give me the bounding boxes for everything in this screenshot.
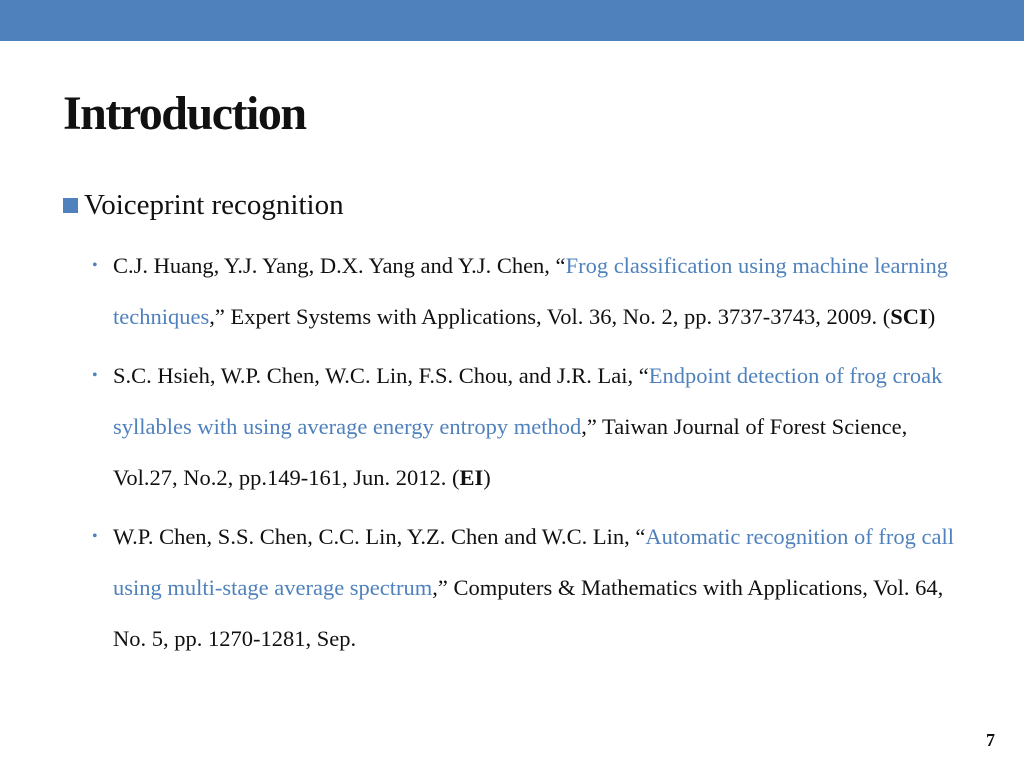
- reference-item-2: [92, 350, 972, 503]
- reference-title-link: Automatic recognition of frog call using multi-stage average spectrum: [113, 524, 954, 600]
- reference-item-3: [92, 511, 972, 664]
- reference-list: [92, 240, 972, 672]
- index-badge: SCI: [890, 304, 928, 329]
- bullet-label: Voiceprint recognition: [84, 189, 344, 221]
- reference-venue: ,” Expert Systems with Applications, Vol. 36, No. 2, pp. 3737-3743, 2009. (: [209, 304, 891, 329]
- bullet-dot-icon: •: [92, 257, 98, 274]
- reference-close: ): [483, 465, 491, 490]
- reference-close: ): [927, 304, 936, 329]
- reference-title-link: Frog classification using machine learning techniques: [113, 253, 948, 329]
- header-bar: [0, 0, 1024, 41]
- reference-item-1: [92, 240, 972, 342]
- reference-authors: W.P. Chen, S.S. Chen, C.C. Lin, Y.Z. Chen and W.C. Lin, “: [113, 524, 646, 549]
- bullet-dot-icon: •: [92, 528, 98, 545]
- page-number: 7: [986, 730, 995, 750]
- slide-title: Introduction: [63, 87, 306, 140]
- reference-venue: ,” Taiwan Journal of Forest Science, Vol.27, No.2, pp.149-161, Jun. 2012. (: [113, 414, 908, 490]
- reference-venue: ,” Computers & Mathematics with Applications, Vol. 64, No. 5, pp. 1270-1281, Sep.: [113, 575, 944, 651]
- reference-authors: C.J. Huang, Y.J. Yang, D.X. Yang and Y.J. Chen, “: [113, 253, 566, 278]
- reference-title-link: Endpoint detection of frog croak syllables with using average energy entropy method: [113, 363, 943, 439]
- reference-authors: S.C. Hsieh, W.P. Chen, W.C. Lin, F.S. Chou, and J.R. Lai, “: [113, 363, 649, 388]
- bullet-voiceprint: [63, 189, 344, 222]
- index-badge: EI: [459, 465, 484, 490]
- bullet-dot-icon: •: [92, 367, 98, 384]
- square-bullet-icon: [63, 198, 78, 213]
